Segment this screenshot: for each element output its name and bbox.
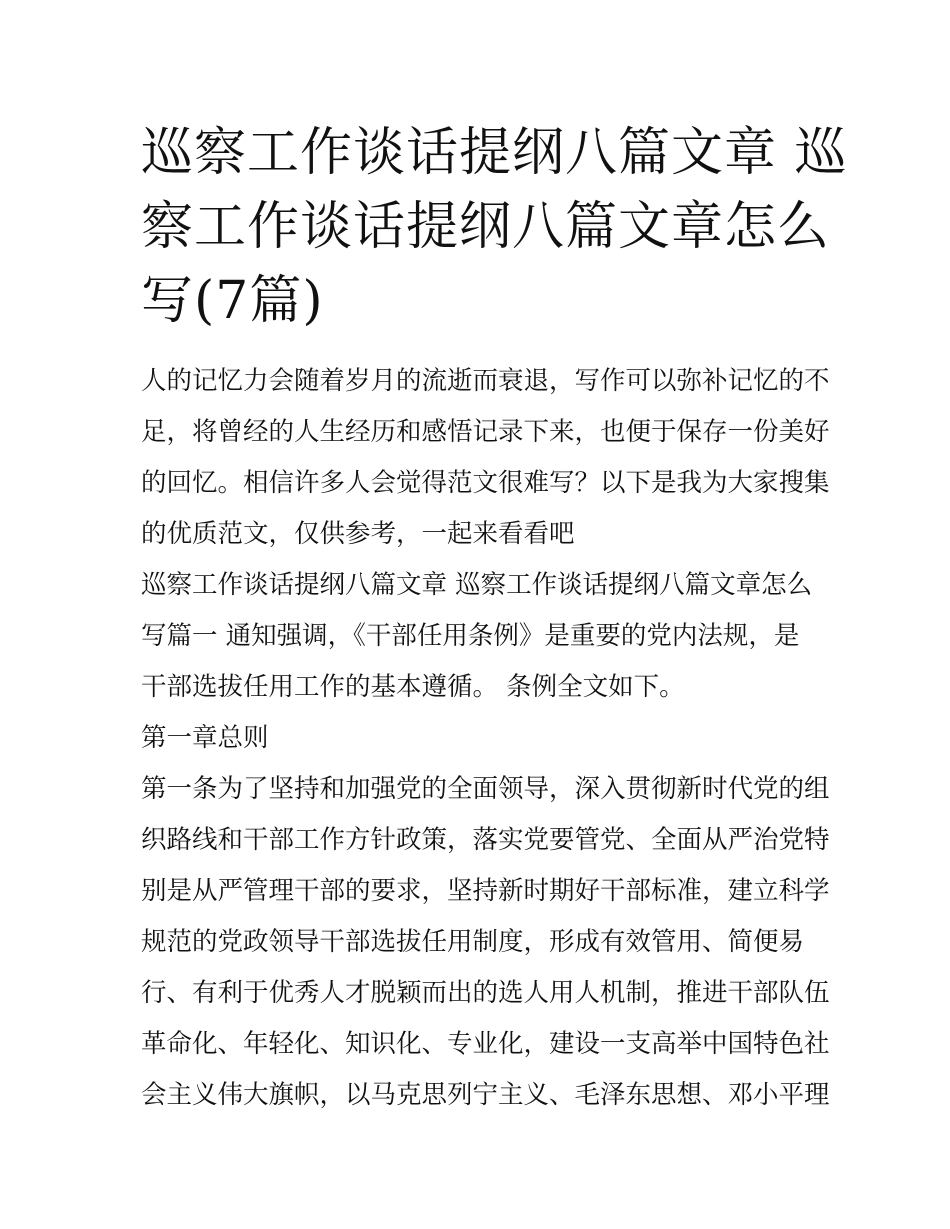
text-line: 足，将曾经的人生经历和感悟记录下来，也便于保存一份美好 (141, 417, 830, 447)
text-line: 第一条为了坚持和加强党的全面领导，深入贯彻新时代党的组 (141, 774, 830, 804)
article-paragraph (141, 764, 830, 1121)
text-line: 第一章总则 (141, 723, 269, 753)
text-line: 规范的党政领导干部选拔任用制度，形成有效管用、简便易 (141, 927, 805, 957)
text-line: 人的记忆力会随着岁月的流逝而衰退，写作可以弥补记忆的不 (141, 366, 830, 396)
text-line: 别是从严管理干部的要求，坚持新时期好干部标准，建立科学 (141, 876, 830, 906)
text-line: 的优质范文，仅供参考，一起来看看吧 (141, 519, 575, 549)
text-line: 革命化、年轻化、知识化、专业化，建设一支高举中国特色社 (141, 1029, 830, 1059)
title-line: 巡察工作谈话提纲八篇文章 巡 (141, 123, 848, 183)
title-line: 察工作谈话提纲八篇文章怎么 (141, 197, 831, 257)
text-line: 会主义伟大旗帜，以马克思列宁主义、毛泽东思想、邓小平理 (141, 1080, 830, 1110)
text-line: 行、有利于优秀人才脱颖而出的选人用人机制，推进干部队伍 (141, 978, 830, 1008)
intro-paragraph (141, 356, 830, 560)
text-line: 的回忆。相信许多人会觉得范文很难写？以下是我为大家搜集 (141, 468, 830, 498)
section-heading-paragraph (141, 560, 821, 713)
chapter-heading (141, 713, 821, 764)
text-line: 巡察工作谈话提纲八篇文章 巡察工作谈话提纲八篇文章怎么 (141, 570, 813, 600)
text-line: 织路线和干部工作方针政策，落实党要管党、全面从严治党特 (141, 825, 830, 855)
title-line: 写(7篇) (141, 271, 324, 331)
text-line: 写篇一 通知强调，《干部任用条例》是重要的党内法规，是 (141, 621, 800, 651)
document-body (141, 356, 830, 1121)
text-line: 干部选拔任用工作的基本遵循。 条例全文如下。 (141, 672, 685, 702)
document-title (141, 116, 848, 338)
